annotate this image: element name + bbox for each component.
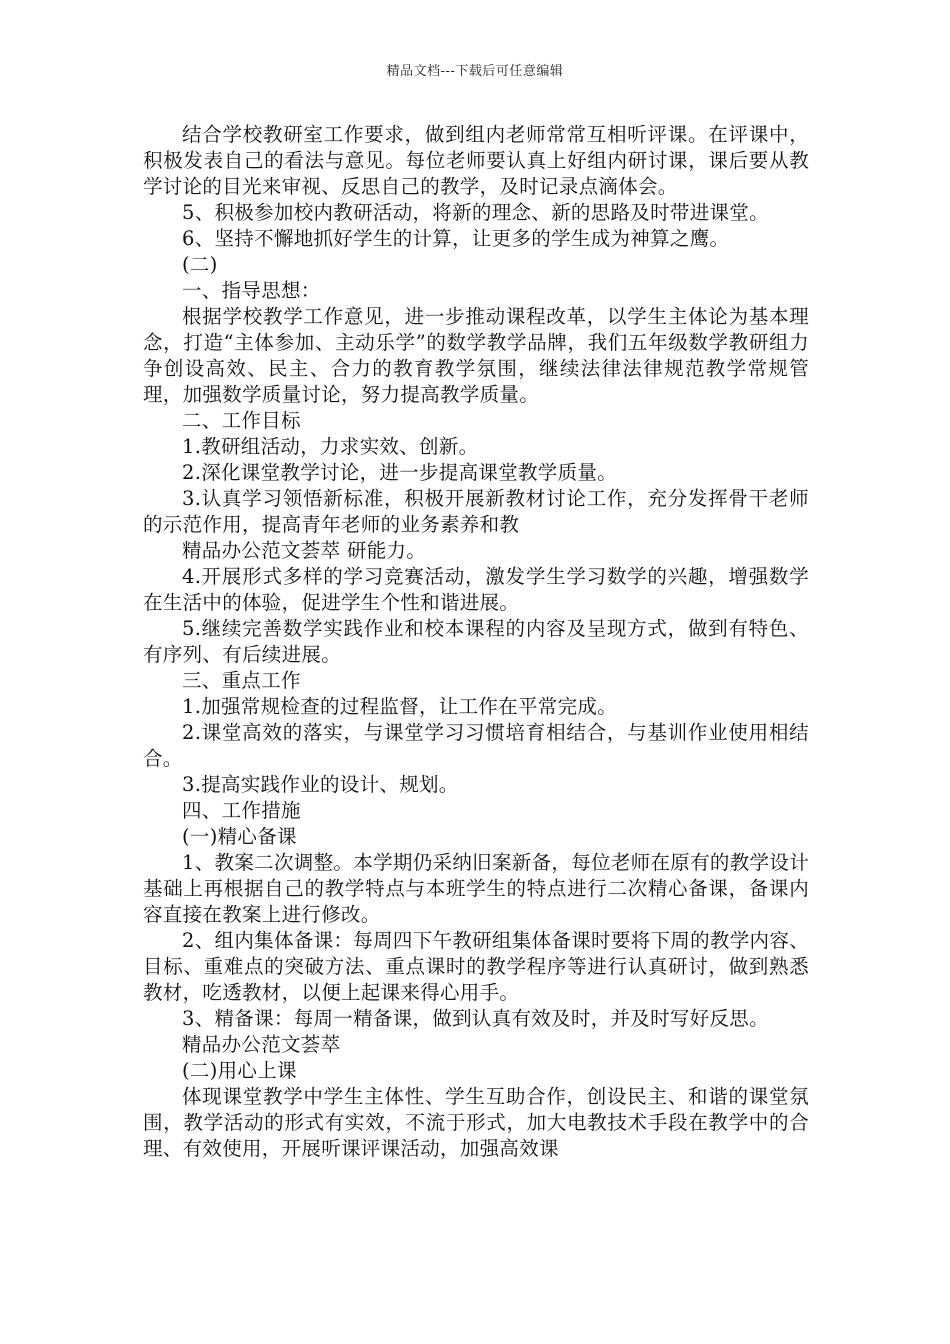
key-work-item-3: 3.提高实践作业的设计、规划。	[182, 773, 459, 796]
key-work-item-2: 2.课堂高效的落实，与课堂学习习惯培育相结合，与基训作业使用相结合。	[143, 721, 809, 770]
page-header: 精品文档---下载后可任意编辑	[386, 64, 564, 79]
goal-item-1: 1.教研组活动，力求实效、创新。	[182, 435, 479, 458]
heading-work-goals: 二、工作目标	[182, 409, 301, 432]
measure-item-3-fine-prep: 3、精备课：每周一精备课，做到认真有效及时，并及时写好反思。	[182, 1007, 769, 1030]
paragraph-item-6-calculation: 6、坚持不懈地抓好学生的计算，让更多的学生成为神算之鹰。	[182, 227, 730, 250]
paragraph-guiding-thought: 根据学校教学工作意见，进一步推动课程改革，以学生主体论为基本理念，打造“主体参加、主动乐学”的数学教学品牌，我们五年级数学教研组力争创设高效、民主、合力的教育教学氛围，继续法律法律规范教学常规管理，加强数学质量讨论，努力提高教学质量。	[143, 305, 809, 406]
goal-item-2: 2.深化课堂教学讨论，进一步提高课堂教学质量。	[182, 461, 618, 484]
paragraph-item-5-research: 5、积极参加校内教研活动，将新的理念、新的思路及时带进课堂。	[182, 201, 769, 224]
heading-key-work: 三、重点工作	[182, 669, 301, 692]
measure-item-2-group-prep: 2、组内集体备课：每周四下午教研组集体备课时要将下周的教学内容、目标、重难点的突破方法、重点课时的教学程序等进行认真研讨，做到熟悉教材，吃透教材，以便上起课来得心用手。	[143, 929, 809, 1004]
measure-item-1-lesson-plan: 1、教案二次调整。本学期仍采纳旧案新备，每位老师在原有的教学设计基础上再根据自己的教学特点与本班学生的特点进行二次精心备课，备课内容直接在教案上进行修改。	[143, 851, 809, 926]
subheading-teaching: (二)用心上课	[182, 1059, 297, 1082]
paragraph-teaching: 体现课堂教学中学生主体性、学生互助合作，创设民主、和谐的课堂氛围，教学活动的形式有实效，不流于形式，加大电教技术手段在教学中的合理、有效使用，开展听课评课活动，加强高效课	[143, 1085, 809, 1160]
heading-guiding-thought: 一、指导思想：	[182, 279, 321, 302]
key-work-item-1: 1.加强常规检查的过程监督，让工作在平常完成。	[182, 695, 618, 718]
document-body	[143, 122, 809, 1162]
goal-item-3-continued: 精品办公范文荟萃 研能力。	[182, 539, 427, 562]
goal-item-4: 4.开展形式多样的学习竞赛活动，激发学生学习数学的兴趣，增强数学在生活中的体验，促进学生个性和谐进展。	[143, 565, 809, 614]
paragraph-peer-review: 结合学校教研室工作要求，做到组内老师常常互相听评课。在评课中，积极发表自己的看法与意见。每位老师要认真上好组内研讨课，课后要从教学讨论的目光来审视、反思自己的教学，及时记录点滴体会。	[143, 123, 809, 198]
goal-item-5: 5.继续完善数学实践作业和校本课程的内容及呈现方式，做到有特色、有序列、有后续进展。	[143, 617, 809, 666]
heading-work-measures: 四、工作措施	[182, 799, 301, 822]
goal-item-3: 3.认真学习领悟新标准，积极开展新教材讨论工作，充分发挥骨干老师的示范作用，提高青年老师的业务素养和教	[143, 487, 809, 536]
watermark-text: 精品办公范文荟萃	[182, 1033, 341, 1056]
section-marker-2: (二)	[182, 253, 218, 276]
subheading-lesson-prep: (一)精心备课	[182, 825, 297, 848]
